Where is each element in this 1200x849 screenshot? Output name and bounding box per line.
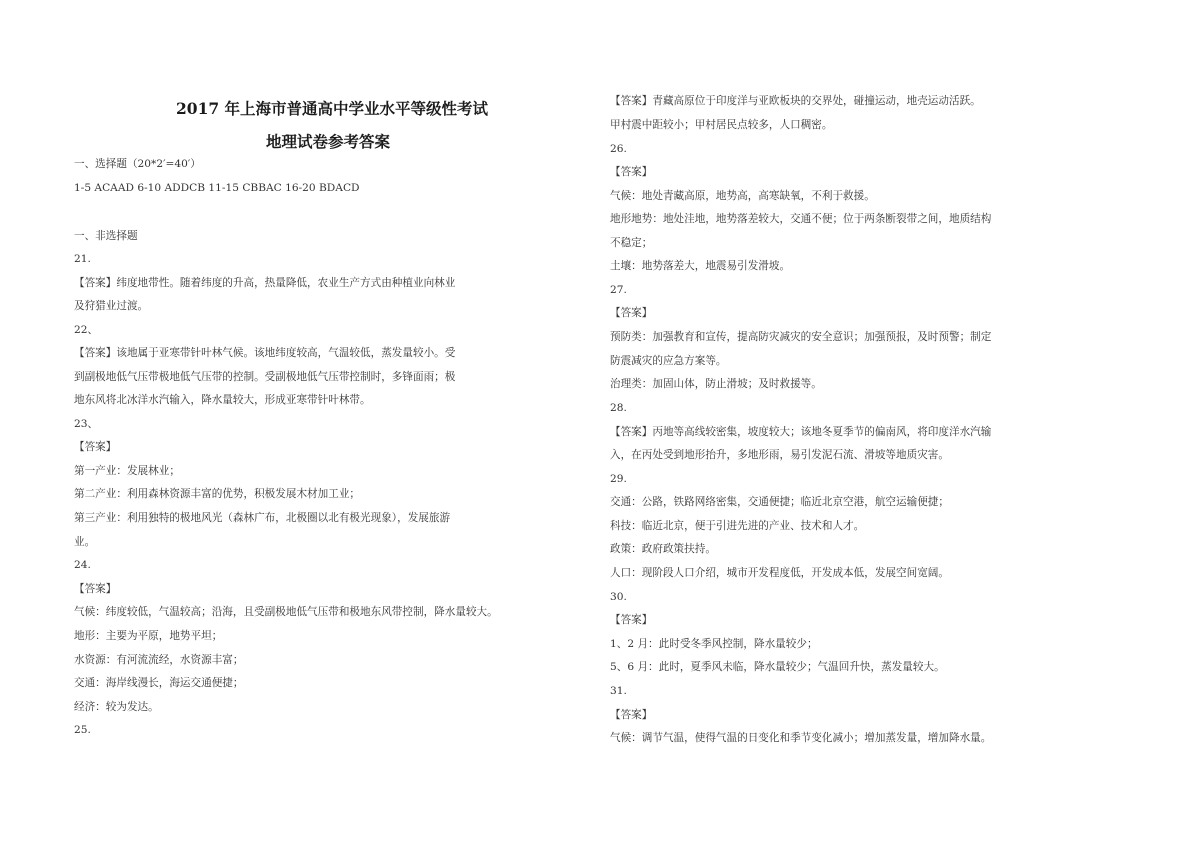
right-text-line: 交通：公路，铁路网络密集，交通便捷；临近北京空港，航空运输便捷； bbox=[610, 496, 949, 508]
right-text-line: 【答案】 bbox=[610, 166, 653, 178]
right-text-line: 31. bbox=[610, 685, 627, 697]
left-text-line: 【答案】 bbox=[74, 583, 117, 595]
left-text-line: 24. bbox=[74, 559, 91, 571]
left-text-line: 第一产业：发展林业； bbox=[74, 465, 180, 477]
right-text-line: 气候：地处青藏高原，地势高，高寒缺氧，不利于救援。 bbox=[610, 190, 875, 202]
left-text-line: 第三产业：利用独特的极地风光（森林广布，北极圈以北有极光现象），发展旅游 bbox=[74, 512, 451, 524]
document-title: 2017 年上海市普通高中学业水平等级性考试 bbox=[176, 99, 489, 118]
right-text-line: 土壤：地势落差大，地震易引发滑坡。 bbox=[610, 260, 791, 272]
left-text-line: 【答案】该地属于亚寒带针叶林气候。该地纬度较高，气温较低，蒸发量较小。受 bbox=[74, 347, 456, 359]
left-text-line: 一、非选择题 bbox=[74, 230, 138, 242]
left-text-line: 21. bbox=[74, 253, 91, 265]
right-text-line: 预防类：加强教育和宣传，提高防灾减灾的安全意识；加强预报，及时预警；制定 bbox=[610, 331, 992, 343]
right-text-line: 【答案】 bbox=[610, 709, 653, 721]
right-text-line: 治理类：加固山体，防止滑坡；及时救援等。 bbox=[610, 378, 822, 390]
right-text-line: 28. bbox=[610, 402, 627, 414]
right-text-line: 地形地势：地处洼地，地势落差较大，交通不便；位于两条断裂带之间，地质结构 bbox=[610, 213, 992, 225]
right-text-line: 【答案】 bbox=[610, 614, 653, 626]
left-text-line: 交通：海岸线漫长，海运交通便捷； bbox=[74, 677, 244, 689]
right-text-line: 29. bbox=[610, 473, 627, 485]
left-text-line: 气候：纬度较低，气温较高；沿海，且受副极地低气压带和极地东风带控制，降水量较大。 bbox=[74, 606, 498, 618]
left-text-line: 地东风将北冰洋水汽输入，降水量较大，形成亚寒带针叶林带。 bbox=[74, 394, 371, 406]
right-text-line: 政策：政府政策扶持。 bbox=[610, 543, 716, 555]
left-text-line: 【答案】纬度地带性。随着纬度的升高，热量降低，农业生产方式由种植业向林业 bbox=[74, 277, 456, 289]
left-text-line: 1-5 ACAAD 6-10 ADDCB 11-15 CBBAC 16-20 BDACD bbox=[74, 182, 360, 194]
left-text-line: 业。 bbox=[74, 536, 96, 548]
right-text-line: 26. bbox=[610, 143, 627, 155]
right-text-line: 甲村震中距较小；甲村居民点较多，人口稠密。 bbox=[610, 119, 833, 131]
left-text-line: 到副极地低气压带极地低气压带的控制。受副极地低气压带控制时，多锋面雨；极 bbox=[74, 371, 456, 383]
left-text-line: 一、选择题（20*2′=40′） bbox=[74, 158, 201, 170]
left-text-line: 及狩猎业过渡。 bbox=[74, 300, 149, 312]
right-text-line: 入，在丙处受到地形抬升，多地形雨，易引发泥石流、滑坡等地质灾害。 bbox=[610, 449, 949, 461]
right-text-line: 人口：现阶段人口介绍，城市开发程度低，开发成本低，发展空间宽阔。 bbox=[610, 567, 949, 579]
right-text-line: 1、2 月：此时受冬季风控制，降水量较少； bbox=[610, 638, 818, 650]
right-text-line: 科技：临近北京，便于引进先进的产业、技术和人才。 bbox=[610, 520, 865, 532]
right-text-line: 不稳定； bbox=[610, 237, 653, 249]
right-text-line: 5、6 月：此时，夏季风未临，降水量较少；气温回升快，蒸发量较大。 bbox=[610, 661, 945, 673]
right-text-line: 30. bbox=[610, 591, 627, 603]
right-text-line: 【答案】 bbox=[610, 307, 653, 319]
right-text-line: 【答案】丙地等高线较密集，坡度较大；该地冬夏季节的偏南风，将印度洋水汽输 bbox=[610, 426, 992, 438]
document-subtitle: 地理试卷参考答案 bbox=[266, 132, 391, 151]
right-text-line: 气候：调节气温，使得气温的日变化和季节变化减小；增加蒸发量，增加降水量。 bbox=[610, 732, 992, 744]
left-text-line: 22、 bbox=[74, 324, 99, 336]
left-text-line: 水资源：有河流流经，水资源丰富； bbox=[74, 654, 244, 666]
left-text-line: 23、 bbox=[74, 418, 99, 430]
left-text-line: 经济：较为发达。 bbox=[74, 701, 159, 713]
left-text-line: 25. bbox=[74, 724, 91, 736]
left-text-line: 第二产业：利用森林资源丰富的优势，积极发展木材加工业； bbox=[74, 488, 361, 500]
right-text-line: 防震减灾的应急方案等。 bbox=[610, 355, 727, 367]
left-text-line: 【答案】 bbox=[74, 441, 117, 453]
right-text-line: 【答案】青藏高原位于印度洋与亚欧板块的交界处，碰撞运动，地壳运动活跃。 bbox=[610, 95, 981, 107]
left-text-line: 地形：主要为平原，地势平坦； bbox=[74, 630, 223, 642]
right-text-line: 27. bbox=[610, 284, 627, 296]
